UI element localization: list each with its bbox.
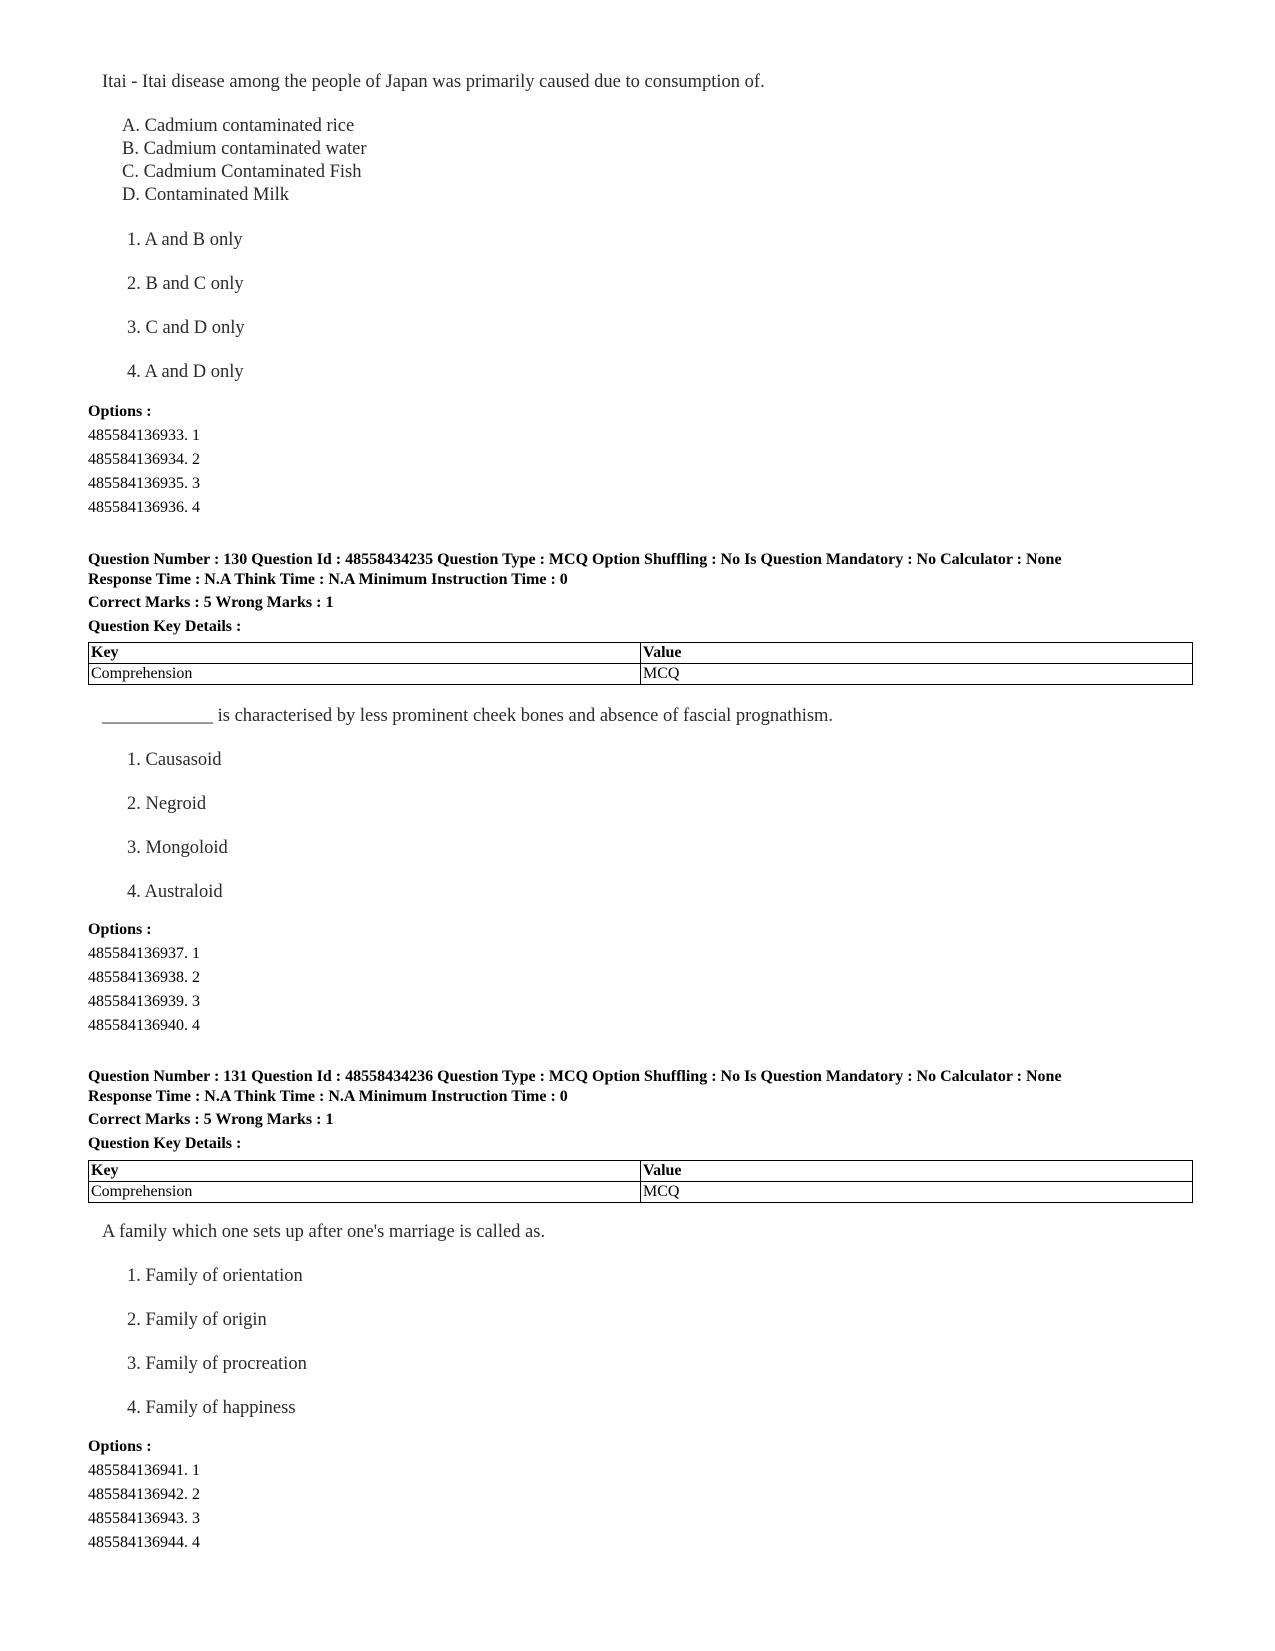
question-stem: Itai - Itai disease among the people of Japan was primarily caused due to consumption of. bbox=[102, 72, 765, 92]
table-header-value: Value bbox=[641, 643, 1193, 664]
choice-1: 1. Family of orientation bbox=[127, 1266, 303, 1286]
statement-d: D. Contaminated Milk bbox=[122, 185, 289, 205]
table-cell-value: MCQ bbox=[641, 664, 1193, 685]
option-id: 485584136938. 2 bbox=[88, 969, 200, 986]
option-id: 485584136943. 3 bbox=[88, 1510, 200, 1527]
option-id: 485584136936. 4 bbox=[88, 499, 200, 516]
statement-c: C. Cadmium Contaminated Fish bbox=[122, 162, 362, 182]
table-cell-key: Comprehension bbox=[89, 1182, 641, 1203]
question-stem: A family which one sets up after one's marriage is called as. bbox=[102, 1222, 546, 1242]
options-label: Options : bbox=[88, 921, 152, 938]
option-id: 485584136944. 4 bbox=[88, 1534, 200, 1551]
question-meta-line: Response Time : N.A Think Time : N.A Minimum Instruction Time : 0 bbox=[88, 1088, 568, 1105]
option-id: 485584136937. 1 bbox=[88, 945, 200, 962]
choice-3: 3. Family of procreation bbox=[127, 1354, 307, 1374]
statement-b: B. Cadmium contaminated water bbox=[122, 139, 367, 159]
table-header-key: Key bbox=[89, 643, 641, 664]
option-id: 485584136933. 1 bbox=[88, 427, 200, 444]
choice-4: 4. Australoid bbox=[127, 882, 223, 902]
key-details-label: Question Key Details : bbox=[88, 618, 242, 635]
question-meta-line: Question Number : 131 Question Id : 48558434236 Question Type : MCQ Option Shuffling : No Is Question Mandatory : No Calculator : None bbox=[88, 1068, 1062, 1085]
option-id: 485584136935. 3 bbox=[88, 475, 200, 492]
choice-2: 2. Family of origin bbox=[127, 1310, 267, 1330]
choice-3: 3. Mongoloid bbox=[127, 838, 228, 858]
key-details-table bbox=[88, 642, 1193, 685]
choice-2: 2. B and C only bbox=[127, 274, 244, 294]
choice-4: 4. Family of happiness bbox=[127, 1398, 296, 1418]
marks-line: Correct Marks : 5 Wrong Marks : 1 bbox=[88, 1111, 334, 1128]
key-details-label: Question Key Details : bbox=[88, 1135, 242, 1152]
choice-1: 1. A and B only bbox=[127, 230, 243, 250]
table-header-value: Value bbox=[641, 1161, 1193, 1182]
choice-2: 2. Negroid bbox=[127, 794, 207, 814]
table-header-key: Key bbox=[89, 1161, 641, 1182]
options-label: Options : bbox=[88, 403, 152, 420]
choice-3: 3. C and D only bbox=[127, 318, 245, 338]
option-id: 485584136941. 1 bbox=[88, 1462, 200, 1479]
choice-1: 1. Causasoid bbox=[127, 750, 222, 770]
table-cell-value: MCQ bbox=[641, 1182, 1193, 1203]
question-meta-line: Question Number : 130 Question Id : 48558434235 Question Type : MCQ Option Shuffling : No Is Question Mandatory : No Calculator : None bbox=[88, 551, 1062, 568]
question-meta-line: Response Time : N.A Think Time : N.A Minimum Instruction Time : 0 bbox=[88, 571, 568, 588]
option-id: 485584136942. 2 bbox=[88, 1486, 200, 1503]
options-label: Options : bbox=[88, 1438, 152, 1455]
key-details-table bbox=[88, 1160, 1193, 1203]
option-id: 485584136939. 3 bbox=[88, 993, 200, 1010]
table-cell-key: Comprehension bbox=[89, 664, 641, 685]
option-id: 485584136940. 4 bbox=[88, 1017, 200, 1034]
statement-a: A. Cadmium contaminated rice bbox=[122, 116, 355, 136]
question-stem: ____________ is characterised by less prominent cheek bones and absence of fascial prognathism. bbox=[102, 706, 834, 726]
option-id: 485584136934. 2 bbox=[88, 451, 200, 468]
marks-line: Correct Marks : 5 Wrong Marks : 1 bbox=[88, 594, 334, 611]
choice-4: 4. A and D only bbox=[127, 362, 244, 382]
